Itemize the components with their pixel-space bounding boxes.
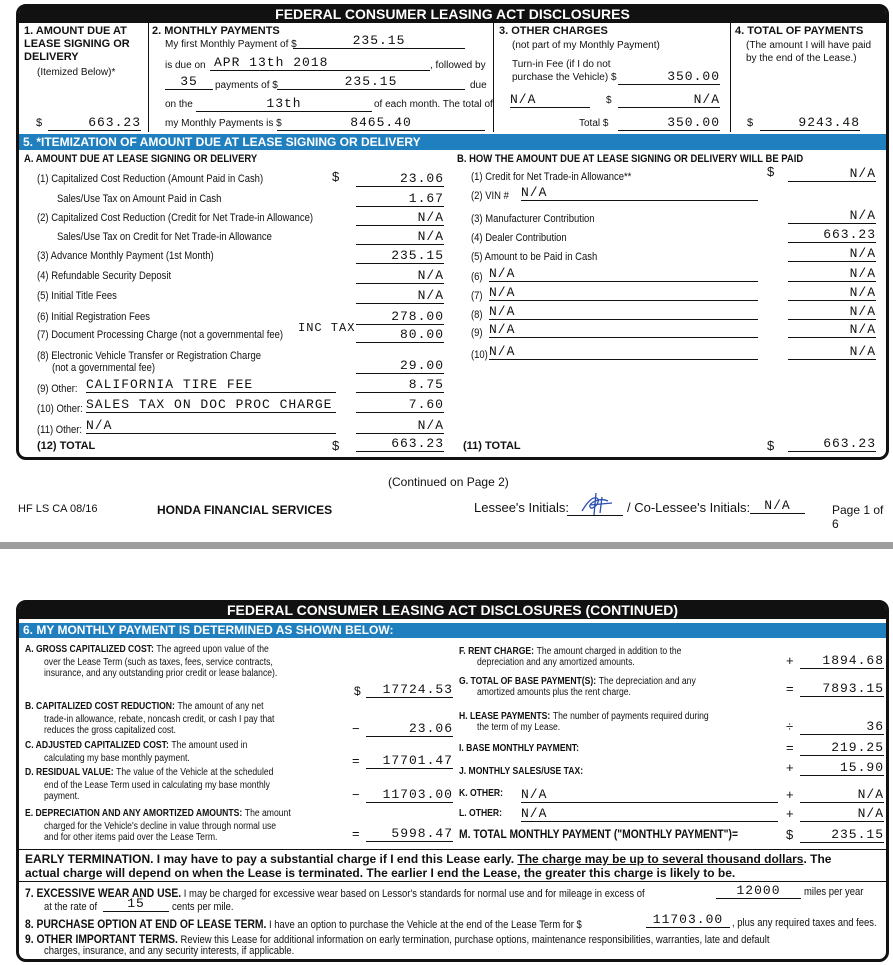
partB-item-other: N/A: [489, 304, 758, 320]
item-a-text4: insurance, and any outstanding prior credit or lease balance).: [44, 668, 278, 679]
due-label: due: [470, 80, 487, 91]
partA-item-label: (3) Advance Monthly Payment (1st Month): [37, 250, 214, 262]
first-payment-value: 235.15: [293, 33, 465, 49]
lessee-initials-label: Lessee's Initials:: [474, 500, 569, 515]
partB-item-value: N/A: [788, 304, 876, 320]
partA-total-currency: $: [332, 438, 340, 453]
payment-amount-value: 235.15: [277, 74, 465, 90]
cents-per-mile-label: cents per mile.: [172, 901, 234, 913]
item-d-text3: payment.: [44, 791, 80, 802]
amount-due-currency: $: [36, 117, 43, 129]
item-b-operator: −: [352, 721, 360, 736]
rate-label: at the rate of: [44, 901, 98, 913]
payments-of-label: payments of $: [215, 80, 278, 91]
other-terms-text: Review this Lease for additional information on early termination, purchase options, maintenance responsibilities, warranties, late and default: [180, 934, 770, 946]
form-code: HF LS CA 08/16: [18, 503, 98, 515]
partA-item-currency: $: [332, 169, 340, 184]
total-monthly-label: my Monthly Payments is $: [165, 118, 282, 129]
partB-item-label: (9): [471, 327, 483, 339]
due-date-value: APR 13th 2018: [210, 55, 430, 71]
partA-item-label: (9) Other:: [37, 383, 78, 395]
partB-item-label: (1) Credit for Net Trade-in Allowance**: [471, 171, 632, 183]
excessive-wear-text: I may be charged for excessive wear based on Lessor's standards for normal use and for mileage in excess of: [183, 888, 645, 900]
item-k-operator: +: [786, 787, 794, 802]
partA-item-value: N/A: [356, 418, 444, 434]
item-c-operator: =: [352, 753, 360, 768]
page-number: Page 1 of 6: [832, 503, 884, 531]
early-termination-line1c: . The: [803, 852, 832, 866]
item-c-heading-line: [25, 740, 352, 751]
excess-miles-value: 12000: [716, 883, 801, 899]
partB-item-other: N/A: [489, 285, 758, 301]
partB-item-label: (10): [471, 349, 488, 361]
purchase-option-text: I have an option to purchase the Vehicle at the end of the Lease Term for $: [269, 919, 582, 931]
total-payments-sub: (The amount I will have paid by the end of the Lease.): [746, 40, 872, 64]
partB-item-currency: $: [767, 164, 775, 179]
item-i-operator: =: [786, 740, 794, 755]
other-charge-currency: $: [606, 95, 612, 106]
on-the-label: on the: [165, 99, 193, 110]
partB-heading: B. HOW THE AMOUNT DUE AT LEASE SIGNING OR DELIVERY WILL BE PAID: [457, 153, 804, 165]
partB-item-other: N/A: [489, 266, 758, 282]
item-h-text1: The number of payments required during: [552, 711, 709, 722]
partA-item-label: Sales/Use Tax on Amount Paid in Cash: [57, 193, 222, 205]
partB-item-value: N/A: [788, 208, 876, 224]
item-k-value: N/A: [800, 787, 884, 803]
partB-item-value: 663.23: [788, 227, 876, 243]
total-payments-heading: 4. TOTAL OF PAYMENTS: [735, 25, 864, 37]
item-h-heading-line: [459, 711, 709, 722]
item-l-heading-line: [459, 808, 502, 819]
amount-due-heading: 1. AMOUNT DUE AT LEASE SIGNING OR DELIVERY: [24, 25, 130, 63]
partA-item-value: N/A: [356, 268, 444, 284]
item-b-heading: B. CAPITALIZED COST REDUCTION:: [25, 701, 175, 712]
other-charges-heading: 3. OTHER CHARGES: [499, 25, 608, 37]
partB-item-other: N/A: [521, 185, 758, 201]
item-l-heading: L. OTHER:: [459, 808, 502, 819]
page2-title: FEDERAL CONSUMER LEASING ACT DISCLOSURES (CONTINUED): [19, 602, 886, 619]
monthly-payments-heading: 2. MONTHLY PAYMENTS: [152, 25, 280, 37]
partB-item-label: (2) VIN #: [471, 190, 509, 202]
item-f-value: 1894.68: [800, 653, 884, 669]
partB-item-label: (8): [471, 309, 483, 321]
partA-item-value: 235.15: [356, 248, 444, 264]
early-termination-line1a: EARLY TERMINATION. I may have to pay a substantial charge if I end this Lease early.: [25, 852, 515, 866]
partA-item-value: N/A: [356, 288, 444, 304]
partB-item-label: (6): [471, 271, 483, 283]
total-monthly-value: 8465.40: [277, 115, 485, 131]
item-k-heading-line: [459, 788, 503, 799]
item-f-heading-line: [459, 646, 681, 657]
partB-item-value: N/A: [788, 344, 876, 360]
first-payment-label: My first Monthly Payment of $: [165, 39, 297, 50]
item-e-heading: E. DEPRECIATION AND ANY AMORTIZED AMOUNTS:: [25, 808, 243, 819]
item-e-text2: charged for the Vehicle's decline in value through normal use: [44, 821, 277, 832]
due-on-label: is due on: [165, 60, 206, 71]
item-d-heading: D. RESIDUAL VALUE:: [25, 767, 114, 778]
amount-due-value: 663.23: [48, 115, 141, 131]
page-separator: [0, 542, 893, 549]
item-i-value: 219.25: [800, 740, 884, 756]
partB-item-value: N/A: [788, 166, 876, 182]
partB-total-label: (11) TOTAL: [463, 440, 521, 452]
item-m-value: 235.15: [800, 827, 884, 843]
item-d-text2: end of the Lease Term used in calculating my base monthly: [44, 780, 270, 791]
item-e-operator: =: [352, 826, 360, 841]
item-f-text2: depreciation and any amortized amounts.: [477, 657, 635, 668]
item-e-heading-line: [25, 808, 352, 819]
amount-due-subheading: (Itemized Below)*: [37, 67, 116, 78]
item-f-operator: +: [786, 653, 794, 668]
item-e-text1: The amount: [244, 808, 291, 819]
partA-item-label: (6) Initial Registration Fees: [37, 311, 151, 323]
item-b-text3: reduces the gross capitalized cost.: [44, 725, 176, 736]
cents-per-mile-value: 15: [103, 896, 169, 912]
item-m-heading: M. TOTAL MONTHLY PAYMENT ("MONTHLY PAYMENT")=: [459, 827, 739, 841]
num-payments-value: 35: [165, 74, 213, 90]
partA-heading: A. AMOUNT DUE AT LEASE SIGNING OR DELIVERY: [24, 153, 258, 165]
total-payments-currency: $: [747, 117, 754, 129]
partA-item-label: (2) Capitalized Cost Reduction (Credit for Net Trade-in Allowance): [37, 212, 314, 224]
item-b-heading-line: [25, 701, 352, 712]
partB-item-label: (4) Dealer Contribution: [471, 232, 567, 244]
purchase-option-line: [25, 917, 582, 931]
item-j-heading: J. MONTHLY SALES/USE TAX:: [459, 766, 584, 777]
item-j-heading-line: [459, 766, 583, 777]
item-m-currency: $: [786, 827, 794, 842]
company-name: HONDA FINANCIAL SERVICES: [157, 503, 333, 517]
other-charge-label: N/A: [510, 92, 590, 108]
section5-title: 5. *ITEMIZATION OF AMOUNT DUE AT LEASE SIGNING OR DELIVERY: [19, 134, 886, 150]
item-a-heading: A. GROSS CAPITALIZED COST:: [25, 644, 154, 655]
item-g-text2: amortized amounts plus the rent charge.: [477, 687, 631, 698]
item-c-heading: C. ADJUSTED CAPITALIZED COST:: [25, 740, 169, 751]
partB-item-label: (7): [471, 290, 483, 302]
partA-total-value: 663.23: [356, 436, 444, 452]
partA-item-label2: (not a governmental fee): [52, 362, 156, 374]
early-termination-line2: actual charge will depend on when the Lease is terminated. The earlier I end the Lease, the greater this charge is likely to be.: [25, 866, 736, 880]
item-k-heading: K. OTHER:: [459, 788, 503, 799]
item-h-operator: ÷: [786, 719, 794, 734]
item-a-value: 17724.53: [366, 682, 453, 698]
item-g-operator: =: [786, 681, 794, 696]
item-e-text3: and for other items paid over the Lease Term.: [44, 832, 218, 843]
item-j-operator: +: [786, 760, 794, 775]
turnin-fee-label: Turn-in Fee (if I do not purchase the Vehicle) $: [512, 59, 617, 83]
purchase-option-tail: , plus any required taxes and fees.: [732, 917, 877, 929]
partA-item-label: (7) Document Processing Charge (not a governmental fee): [37, 329, 284, 341]
lessee-initials-signature: [578, 491, 622, 517]
partA-item-label: (1) Capitalized Cost Reduction (Amount Paid in Cash): [37, 173, 264, 185]
colessee-initials-label: / Co-Lessee's Initials:: [627, 500, 751, 515]
other-charges-sub: (not part of my Monthly Payment): [512, 40, 660, 51]
partA-item-value: 7.60: [356, 397, 444, 413]
item-b-value: 23.06: [366, 721, 453, 737]
item-f-heading: F. RENT CHARGE:: [459, 646, 535, 657]
item-b-text1: The amount of any net: [177, 701, 264, 712]
item-h-heading: H. LEASE PAYMENTS:: [459, 711, 551, 722]
total-payments-value: 9243.48: [760, 115, 860, 131]
followed-by-label: , followed by: [430, 60, 486, 71]
purchase-option-value: 11703.00: [646, 912, 730, 928]
day-of-month-value: 13th: [196, 96, 372, 112]
item-l-other: N/A: [521, 806, 778, 822]
item-b-text2: trade-in allowance, rebate, noncash credit, or cash I pay that: [44, 714, 275, 725]
item-c-value: 17701.47: [366, 753, 453, 769]
partA-item-label: (4) Refundable Security Deposit: [37, 270, 172, 282]
partB-item-other: N/A: [489, 322, 758, 338]
other-terms-heading: 9. OTHER IMPORTANT TERMS.: [25, 932, 178, 946]
partA-item-other: N/A: [86, 418, 336, 434]
excessive-wear-heading: 7. EXCESSIVE WEAR AND USE.: [25, 886, 182, 900]
item-d-text1: The value of the Vehicle at the scheduled: [116, 767, 274, 778]
item-a-currency: $: [354, 684, 361, 698]
item-g-heading-line: [459, 676, 696, 687]
other-terms-line2: charges, insurance, and any security interests, if applicable.: [44, 945, 295, 957]
turnin-fee-value: 350.00: [618, 69, 720, 85]
partA-item-value: 80.00: [356, 327, 444, 343]
partA-item-note: INC TAX: [298, 321, 356, 335]
item-i-heading-line: [459, 743, 579, 754]
partB-item-value: N/A: [788, 246, 876, 262]
item-d-heading-line: [25, 767, 352, 778]
page1-title: FEDERAL CONSUMER LEASING ACT DISCLOSURES: [19, 6, 886, 23]
partA-item-label: (11) Other:: [37, 424, 83, 436]
item-l-value: N/A: [800, 806, 884, 822]
partA-item-other: SALES TAX ON DOC PROC CHARGE: [86, 397, 336, 413]
other-charges-total-label: Total $: [579, 118, 609, 129]
partA-item-label: Sales/Use Tax on Credit for Net Trade-in Allowance: [57, 231, 272, 243]
item-a-heading-line: [25, 644, 352, 655]
other-charge-value: N/A: [618, 92, 720, 108]
item-h-text2: the term of my Lease.: [477, 722, 561, 733]
partA-item-value: 1.67: [356, 191, 444, 207]
miles-per-year-label: miles per year: [804, 886, 864, 898]
partB-item-value: N/A: [788, 266, 876, 282]
partA-item-value: N/A: [356, 210, 444, 226]
partA-item-value: 278.00: [356, 309, 444, 325]
item-g-text1: The depreciation and any: [598, 676, 696, 687]
item-h-value: 36: [800, 719, 884, 735]
colessee-initials-value: N/A: [750, 498, 805, 514]
partB-item-value: N/A: [788, 285, 876, 301]
item-c-text1: The amount used in: [171, 740, 248, 751]
item-g-value: 7893.15: [800, 681, 884, 697]
item-f-text1: The amount charged in addition to the: [536, 646, 682, 657]
item-d-operator: −: [352, 787, 360, 802]
item-k-other: N/A: [521, 787, 778, 803]
partB-total-value: 663.23: [788, 436, 876, 452]
item-c-text2: calculating my base monthly payment.: [44, 753, 190, 764]
partA-item-value: 8.75: [356, 377, 444, 393]
partA-item-other: CALIFORNIA TIRE FEE: [86, 377, 336, 393]
partA-item-label: (8) Electronic Vehicle Transfer or Registration Charge: [37, 350, 261, 362]
partB-item-value: N/A: [788, 322, 876, 338]
partA-total-label: (12) TOTAL: [37, 440, 96, 452]
item-j-value: 15.90: [800, 760, 884, 776]
other-terms-line1: [25, 932, 769, 946]
item-a-text3: over the Lease Term (such as taxes, fees, service contracts,: [44, 657, 273, 668]
item-a-text1: The agreed upon value of the: [156, 644, 269, 655]
other-charges-total-value: 350.00: [618, 115, 720, 131]
item-g-heading: G. TOTAL OF BASE PAYMENT(S):: [459, 676, 597, 687]
item-d-value: 11703.00: [366, 787, 453, 803]
partB-total-currency: $: [767, 438, 775, 453]
partA-item-value: N/A: [356, 229, 444, 245]
partA-item-value: 23.06: [356, 171, 444, 187]
early-termination-line1b: The charge may be up to several thousand dollars: [517, 852, 804, 866]
early-termination: [25, 852, 885, 880]
total-of-label: of each month. The total of: [374, 99, 493, 110]
partA-item-label: (10) Other:: [37, 403, 83, 415]
item-m-heading-line: [459, 829, 738, 841]
partA-item-value: 29.00: [356, 358, 444, 374]
item-e-value: 5998.47: [366, 826, 453, 842]
partB-item-other: N/A: [489, 344, 758, 360]
purchase-option-heading: 8. PURCHASE OPTION AT END OF LEASE TERM.: [25, 917, 267, 931]
partB-item-label: (5) Amount to be Paid in Cash: [471, 251, 598, 263]
partA-item-label: (5) Initial Title Fees: [37, 290, 117, 302]
partB-item-label: (3) Manufacturer Contribution: [471, 213, 595, 225]
section6-title: 6. MY MONTHLY PAYMENT IS DETERMINED AS SHOWN BELOW:: [19, 623, 886, 638]
item-l-operator: +: [786, 806, 794, 821]
item-i-heading: I. BASE MONTHLY PAYMENT:: [459, 743, 579, 754]
continued-note: (Continued on Page 2): [388, 475, 509, 489]
